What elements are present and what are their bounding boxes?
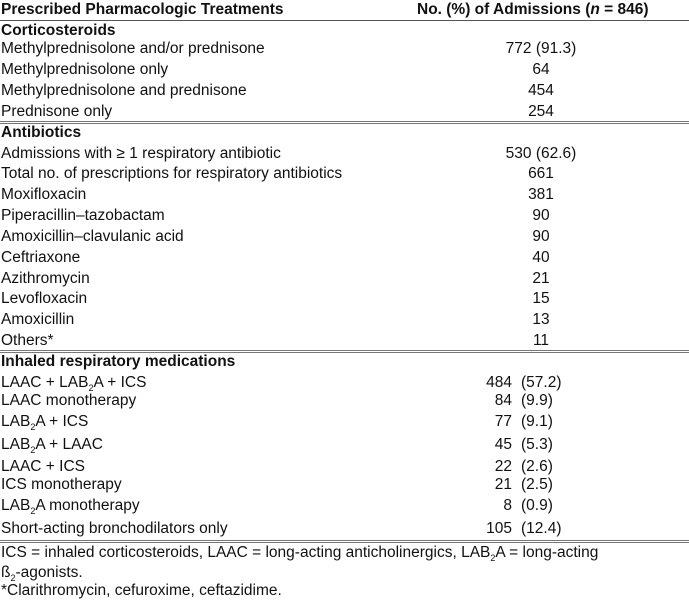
header-n: n [590, 1, 600, 18]
footnote: *Clarithromycin, cefuroxime, ceftazidime. [1, 582, 282, 599]
row-value: 661 [528, 165, 554, 182]
row-count: 105 [486, 520, 512, 537]
row-value: 772 (91.3) [505, 40, 577, 57]
row-label: Ceftriaxone [1, 249, 81, 266]
table-row [1, 226, 689, 247]
table-row [1, 38, 689, 59]
table-row [1, 288, 689, 309]
table-row [1, 518, 689, 539]
table-row [1, 309, 689, 330]
row-label: Amoxicillin–clavulanic acid [1, 228, 184, 245]
row-label: LAAC + ICS [1, 458, 85, 475]
row-value: 15 [532, 290, 550, 307]
section-heading: Corticosteroids [1, 22, 116, 39]
table-row [1, 59, 689, 80]
row-label: Amoxicillin [1, 311, 75, 328]
row-label: LAAC + $LAB_2A$ + ICS [1, 374, 147, 393]
header-col-treatments: Prescribed Pharmacologic Treatments [1, 1, 284, 18]
table-row [1, 163, 689, 184]
row-label: Methylprednisolone and prednisone [1, 82, 247, 99]
row-label: Short-acting bronchodilators only [1, 520, 228, 537]
table-row [1, 495, 689, 516]
row-count: 8 [503, 497, 512, 514]
section-heading: Antibiotics [1, 124, 82, 141]
row-count: 77 [494, 413, 512, 430]
row-value: 40 [532, 249, 550, 266]
table-row [1, 80, 689, 101]
row-count: 84 [494, 392, 512, 409]
row-percent: (12.4) [521, 520, 562, 537]
header-text: No. (%) of Admissions ( [417, 1, 591, 18]
row-label: Admissions with ≥ 1 respiratory antibiotic [1, 145, 281, 162]
row-value: 90 [532, 228, 550, 245]
row-label: Prednisone only [1, 103, 113, 120]
row-label: Others* [1, 332, 54, 349]
row-percent: (5.3) [521, 436, 553, 453]
row-percent: (0.9) [521, 497, 553, 514]
row-value: 90 [532, 207, 550, 224]
table-row [1, 101, 689, 122]
table-row [1, 434, 689, 455]
row-label: Moxifloxacin [1, 186, 87, 203]
row-label: Methylprednisolone only [1, 61, 169, 78]
row-label: Levofloxacin [1, 290, 88, 307]
row-label: Total no. of prescriptions for respiratory antibiotics [1, 165, 343, 182]
row-value: 64 [532, 61, 550, 78]
row-value: 11 [532, 332, 550, 349]
row-label: ICS monotherapy [1, 476, 122, 493]
table-header [1, 0, 689, 20]
row-count: 484 [486, 374, 512, 391]
row-label: $LAB_2A$ + ICS [1, 413, 89, 432]
table-row [1, 268, 689, 289]
row-label: Methylprednisolone and/or prednisone [1, 40, 265, 57]
row-value: 13 [532, 311, 550, 328]
table-row [1, 330, 689, 351]
row-value: 454 [528, 82, 554, 99]
header-text: = 846) [599, 1, 649, 18]
row-value: 530 (62.6) [505, 145, 577, 162]
table-row [1, 143, 689, 164]
row-count: 21 [494, 476, 512, 493]
row-value: 254 [528, 103, 554, 120]
row-label: $LAB_2A$ monotherapy [1, 497, 140, 516]
row-label: Piperacillin–tazobactam [1, 207, 165, 224]
row-percent: (2.5) [521, 476, 553, 493]
header-col-admissions [417, 0, 649, 20]
row-label: LAAC monotherapy [1, 392, 137, 409]
table-row [1, 184, 689, 205]
table-row [1, 205, 689, 226]
row-count: 45 [494, 436, 512, 453]
footnote: $ß_2$-agonists. [1, 564, 83, 583]
row-label: Azithromycin [1, 270, 90, 287]
footnote: ICS = inhaled corticosteroids, LAAC = long-acting anticholinergics, $LAB_2A$ = long-acting [1, 544, 599, 563]
row-percent: (9.9) [521, 392, 553, 409]
table-row [1, 247, 689, 268]
row-count: 22 [494, 458, 512, 475]
row-percent: (57.2) [521, 374, 562, 391]
row-value: 21 [532, 270, 550, 287]
row-percent: (9.1) [521, 413, 553, 430]
row-percent: (2.6) [521, 458, 553, 475]
table-row [1, 390, 689, 411]
table-row [1, 474, 689, 495]
section-heading: Inhaled respiratory medications [1, 353, 236, 370]
row-label: $LAB_2A$ + LAAC [1, 436, 103, 455]
row-value: 381 [528, 186, 554, 203]
table-row [1, 411, 689, 432]
